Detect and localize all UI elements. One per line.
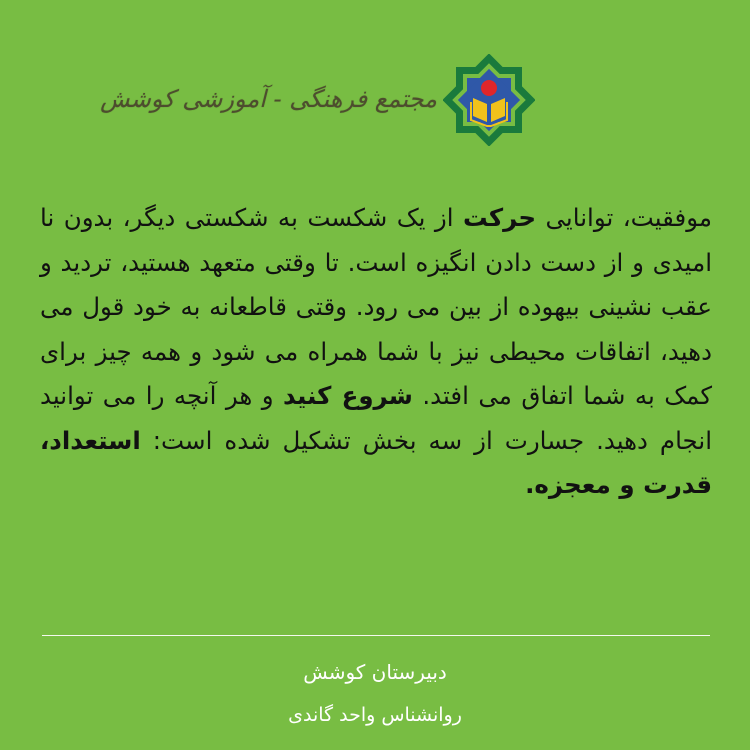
- divider-line: [42, 635, 710, 636]
- footer-author: روانشناس واحد گاندی: [288, 704, 462, 726]
- quote-text-1: موفقیت، توانایی: [536, 203, 712, 232]
- quote-bold-3: استعداد، قدرت و معجزه.: [40, 425, 712, 499]
- school-logo: [100, 52, 535, 152]
- quote-paragraph: [40, 196, 712, 508]
- footer-school-name: دبیرستان کوشش: [303, 660, 447, 684]
- quote-bold-1: حرکت: [462, 203, 537, 232]
- quote-text-2: از یک شکست به شکستی دیگر، بدون نا امیدی و از دست دادن انگیزه است. تا وقتی متعهد هستید، تردید و عقب نشینی بیهوده از بین می رود. وقتی قاطعانه به خود قول می دهید، اتفاقات محیطی نیز با شما همراه می شود و همه چیز برای کمک به شما اتفاق می افتد.: [40, 203, 712, 410]
- quote-text-3: و هر آنچه را می توانید انجام دهید. جسارت از سه بخش تشکیل شده است:: [40, 381, 712, 455]
- quote-bold-2: شروع کنید: [283, 381, 413, 410]
- book-emblem-icon: [443, 54, 535, 146]
- logo-wordmark: مجتمع فرهنگی - آموزشی کوشش: [100, 85, 437, 113]
